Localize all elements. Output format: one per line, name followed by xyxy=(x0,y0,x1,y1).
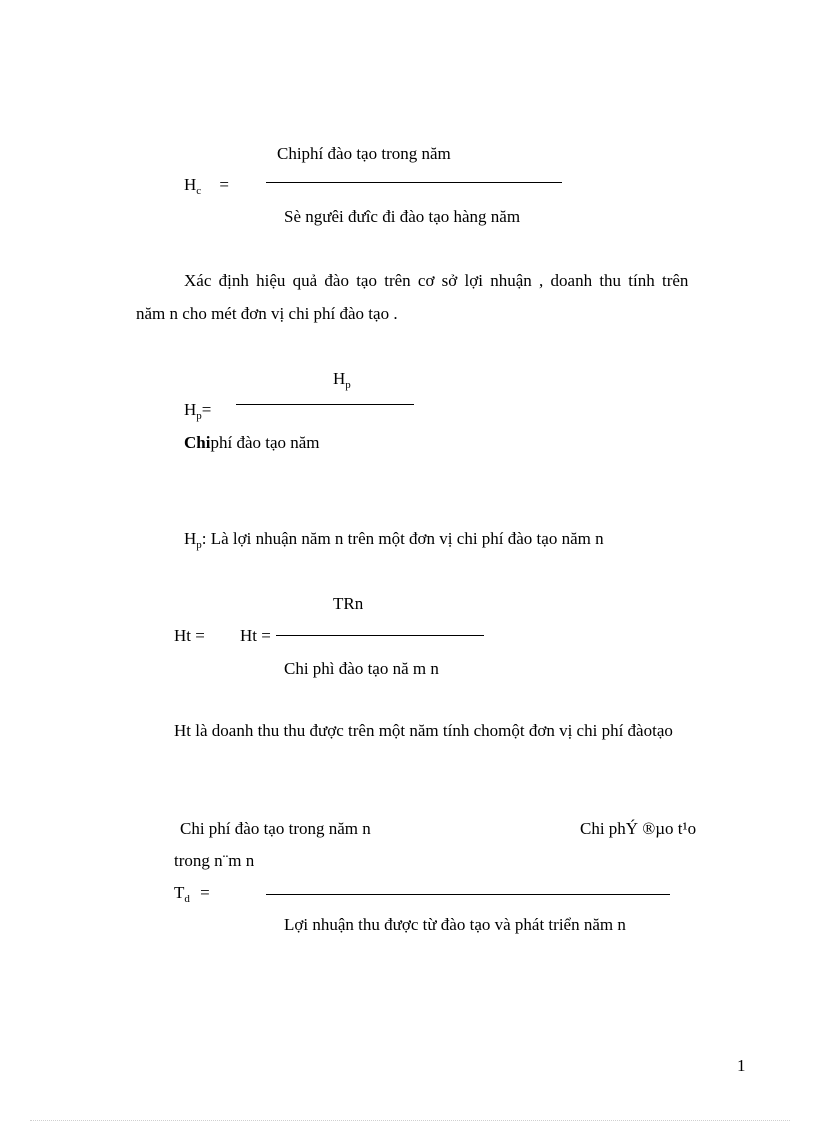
td-denominator: Lợi nhuận thu được từ đào tạo và phát triển năm n xyxy=(284,915,626,934)
td-lhs xyxy=(174,883,210,905)
ht-definition: Ht là doanh thu thu được trên một năm tính chomột đơn vị chi phí đàotạo xyxy=(174,721,673,740)
hp-lhs xyxy=(184,400,212,422)
page-number: 1 xyxy=(737,1056,746,1075)
hp-denominator-rest: phí đào tạo năm xyxy=(210,433,320,452)
hc-lhs-symbol: H xyxy=(184,175,197,194)
hc-denominator: Sè ngưêi đưîc đi đào tạo hàng năm xyxy=(284,207,521,226)
hp-definition-symbol: H xyxy=(184,529,197,548)
hp-numerator xyxy=(333,369,351,391)
hp-denominator xyxy=(184,434,320,451)
td-numerator-continuation: trong n¨m n xyxy=(174,851,255,870)
ht-denominator: Chi phì đào tạo nă m n xyxy=(284,659,439,678)
td-numerator-left: Chi phí đào tạo trong năm n xyxy=(180,819,371,838)
ht-fraction-bar xyxy=(276,635,484,636)
hc-numerator: Chiphí đào tạo trong năm xyxy=(277,144,451,163)
hp-fraction-bar xyxy=(236,404,414,405)
td-fraction-bar xyxy=(266,894,670,895)
hp-lhs-symbol: H xyxy=(184,400,197,419)
td-lhs-symbol: T xyxy=(174,883,185,902)
paragraph-line-1: Xác định hiệu quả đào tạo trên cơ sở lợi nhuận , doanh thu tính trên xyxy=(184,271,689,290)
hc-lhs-subscript: c xyxy=(196,185,202,197)
hp-lhs-subscript: p xyxy=(196,410,202,422)
hp-numerator-symbol: H xyxy=(333,369,346,388)
page-bottom-rule xyxy=(30,1120,790,1121)
hc-fraction-bar xyxy=(266,182,562,183)
td-equals: = xyxy=(200,883,210,902)
hp-definition xyxy=(184,529,604,551)
td-lhs-subscript: d xyxy=(184,893,190,905)
ht-lhs-2: Ht = xyxy=(240,626,271,645)
hc-lhs xyxy=(184,175,230,197)
hp-equals: = xyxy=(201,400,212,419)
hp-definition-subscript: p xyxy=(196,539,202,551)
hp-definition-text: : Là lợi nhuận năm n trên một đơn vị chi phí đào tạo năm n xyxy=(201,529,604,548)
paragraph-line-2: năm n cho mét đơn vị chi phí đào tạo . xyxy=(136,304,398,323)
hc-equals: = xyxy=(219,175,230,194)
td-numerator-right: Chi phÝ ®µo t¹o xyxy=(580,819,697,838)
ht-lhs-1: Ht = xyxy=(174,626,205,645)
ht-numerator: TRn xyxy=(333,594,364,613)
hp-denominator-bold: Chi xyxy=(184,433,211,452)
hp-numerator-subscript: p xyxy=(345,379,351,391)
